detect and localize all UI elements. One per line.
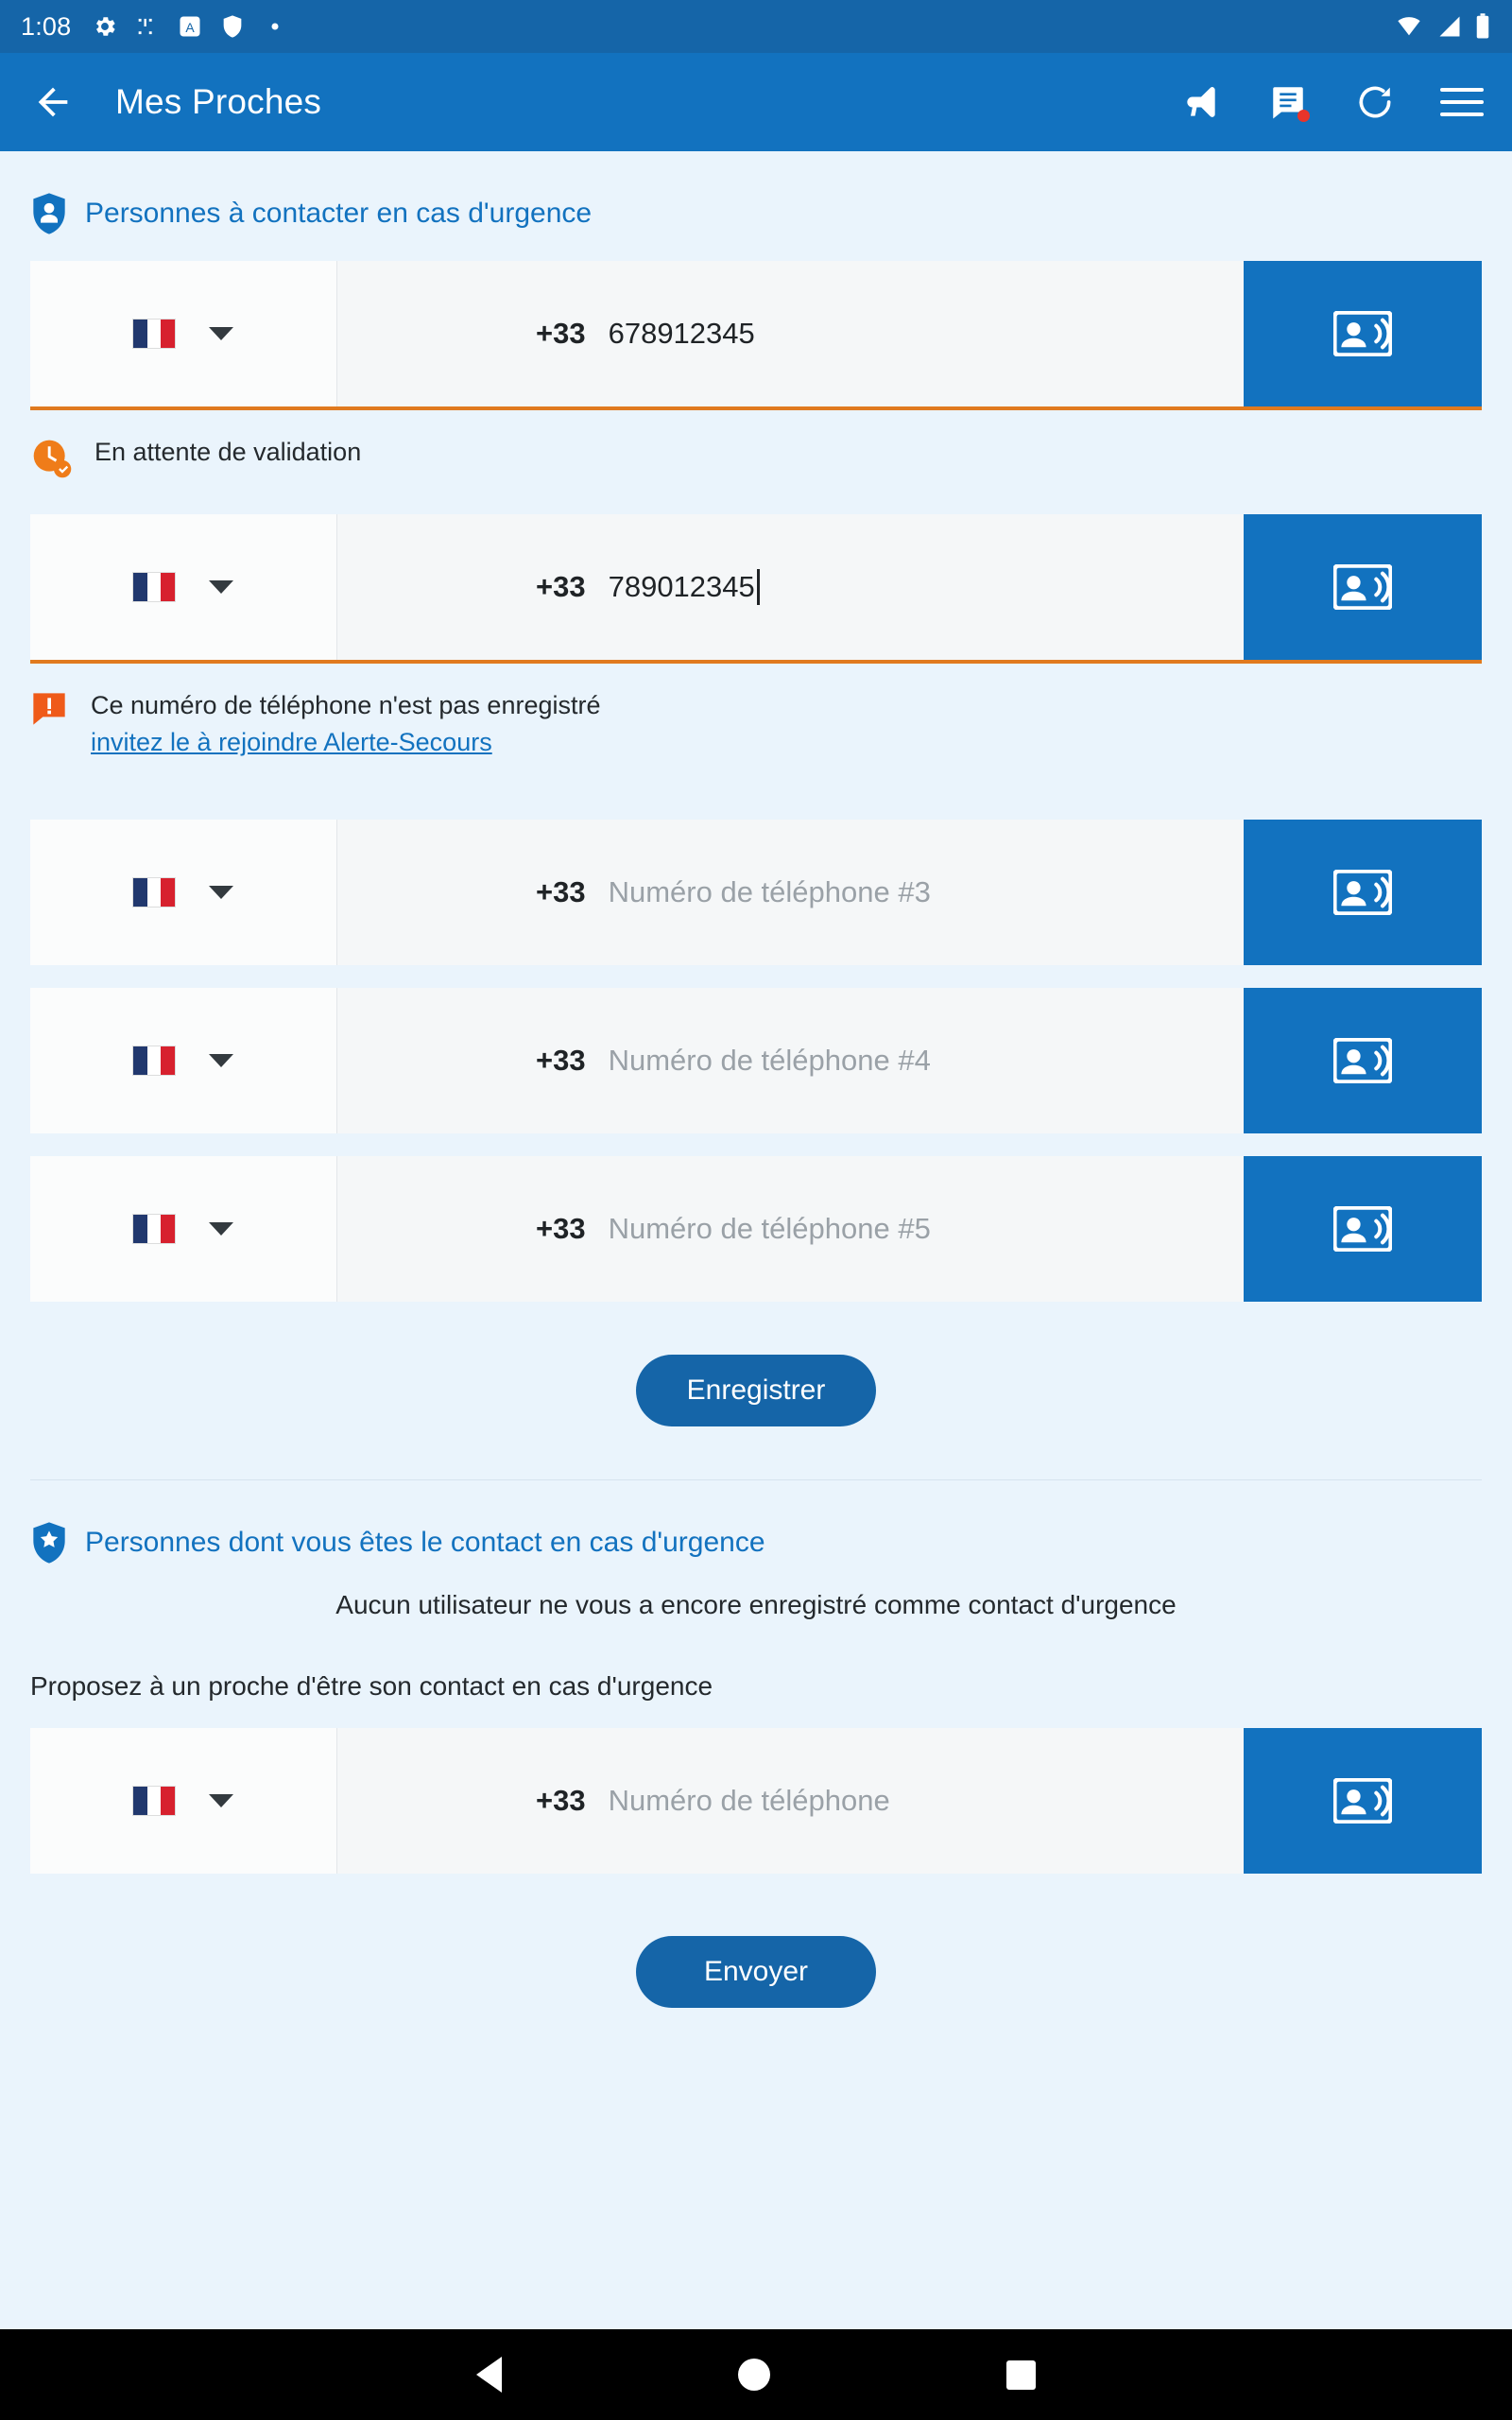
gear-icon [92,13,118,40]
section-title: Personnes à contacter en cas d'urgence [85,198,593,229]
megaphone-icon [1180,81,1222,123]
signal-icon [1435,13,1464,40]
phone-row-4[interactable] [30,988,1482,1133]
dot-icon [262,13,288,40]
phone-field-1[interactable] [337,261,1244,406]
phone-placeholder-4: Numéro de téléphone #4 [608,1044,931,1078]
menu-button[interactable] [1438,78,1486,126]
menu-icon [1440,88,1484,116]
contact-card-icon [1333,311,1392,356]
phone-row-2[interactable] [30,514,1482,660]
phone-placeholder-5: Numéro de téléphone #5 [608,1212,931,1246]
contact-card-icon [1333,870,1392,915]
battery-icon [1474,12,1491,41]
svg-text:A: A [185,19,196,35]
shield-person-icon [30,193,68,234]
app-a-icon [177,13,203,40]
section-emergency-contacts-header [0,151,1512,261]
contact-card-icon [1333,1778,1392,1824]
page-title: Mes Proches [115,82,322,121]
invite-country-selector[interactable] [30,1728,337,1874]
fr-flag-icon [133,1046,175,1075]
country-selector-3[interactable] [30,820,337,965]
phone-field-4[interactable] [337,988,1244,1133]
app-bar-actions [1177,78,1486,126]
section-title: Personnes dont vous êtes le contact en cas d'urgence [85,1527,765,1559]
messages-button[interactable] [1264,78,1312,126]
chevron-down-icon [209,1794,233,1807]
phone-field-5[interactable] [337,1156,1244,1302]
phone-row-1-wrap [0,261,1512,410]
phone-row-3[interactable] [30,820,1482,965]
system-nav-bar [0,2329,1512,2420]
chevron-down-icon [209,886,233,899]
invite-phone-row-wrap [0,1728,1512,1896]
invite-phone-prefix: +33 [536,1784,586,1818]
section-reverse-contacts-header [0,1480,1512,1590]
save-button[interactable]: Enregistrer [636,1355,876,1426]
invite-link[interactable]: invitez le à rejoindre Alerte-Secours [91,728,492,757]
chevron-down-icon [209,1054,233,1067]
phone-row-1[interactable] [30,261,1482,406]
fr-flag-icon [133,1215,175,1243]
phone-row-2-wrap [0,514,1512,664]
chevron-down-icon [209,327,233,340]
phone-row-3-wrap [0,820,1512,988]
nav-back-icon[interactable] [476,2357,502,2393]
chevron-down-icon [209,1222,233,1236]
hint-pending-text: En attente de validation [94,438,362,466]
warning-speech-icon [30,690,68,728]
app-bar [0,53,1512,151]
pending-clock-icon [30,437,72,478]
chevron-down-icon [209,580,233,594]
phone-prefix-5: +33 [536,1212,586,1246]
status-clock: 1:08 [21,11,72,41]
pick-contact-button-3[interactable] [1244,820,1482,965]
send-button[interactable]: Envoyer [636,1936,876,2008]
shield-star-icon [30,1522,68,1564]
megaphone-button[interactable] [1177,78,1225,126]
pick-contact-button-5[interactable] [1244,1156,1482,1302]
phone-value-1: 678912345 [608,317,755,350]
text-cursor [757,569,760,605]
empty-state-text: Aucun utilisateur ne vous a encore enregistré comme contact d'urgence [335,1590,1177,1620]
pick-contact-button-1[interactable] [1244,261,1482,406]
phone-row-5-wrap [0,1156,1512,1324]
phone-prefix-3: +33 [536,875,586,909]
pick-contact-button-2[interactable] [1244,514,1482,660]
contact-card-icon [1333,564,1392,610]
hint-not-registered [0,664,1512,757]
fr-flag-icon [133,573,175,601]
fr-flag-icon [133,1787,175,1815]
refresh-button[interactable] [1351,78,1399,126]
country-selector-4[interactable] [30,988,337,1133]
shield-icon [219,13,246,40]
refresh-icon [1354,81,1396,123]
hint-not-registered-text: Ce numéro de téléphone n'est pas enregistré [91,691,601,719]
phone-value-2: 789012345 [608,570,755,603]
message-badge [1297,110,1310,122]
hint-pending-validation [0,410,1512,478]
status-icons [92,13,1393,40]
fr-flag-icon [133,878,175,907]
country-selector-1[interactable] [30,261,337,406]
phone-placeholder-3: Numéro de téléphone #3 [608,875,931,909]
invite-prompt-text: Proposez à un proche d'être son contact en cas d'urgence [30,1671,713,1702]
invite-pick-contact-button[interactable] [1244,1728,1482,1874]
nav-home-icon[interactable] [738,2359,770,2391]
phone-prefix-1: +33 [536,317,586,350]
country-selector-2[interactable] [30,514,337,660]
back-button[interactable] [26,76,79,129]
wifi-icon [1393,13,1425,40]
status-right-icons [1393,12,1491,41]
invite-phone-placeholder: Numéro de téléphone [608,1784,890,1818]
contact-card-icon [1333,1038,1392,1083]
phone-row-4-wrap [0,988,1512,1156]
invite-phone-row[interactable] [30,1728,1482,1874]
phone-prefix-2: +33 [536,570,586,603]
arrow-left-icon [31,80,75,124]
phone-prefix-4: +33 [536,1044,586,1078]
status-bar [0,0,1512,53]
contact-card-icon [1333,1206,1392,1252]
country-selector-5[interactable] [30,1156,337,1302]
phone-field-3[interactable] [337,820,1244,965]
phone-row-5[interactable] [30,1156,1482,1302]
pick-contact-button-4[interactable] [1244,988,1482,1133]
phone-field-2[interactable] [337,514,1244,660]
main-content [0,151,1512,2008]
invite-phone-field[interactable] [337,1728,1244,1874]
fr-flag-icon [133,320,175,348]
hint-not-registered-block [91,688,601,757]
cast-icon [134,13,161,40]
nav-recent-icon[interactable] [1006,2360,1036,2390]
